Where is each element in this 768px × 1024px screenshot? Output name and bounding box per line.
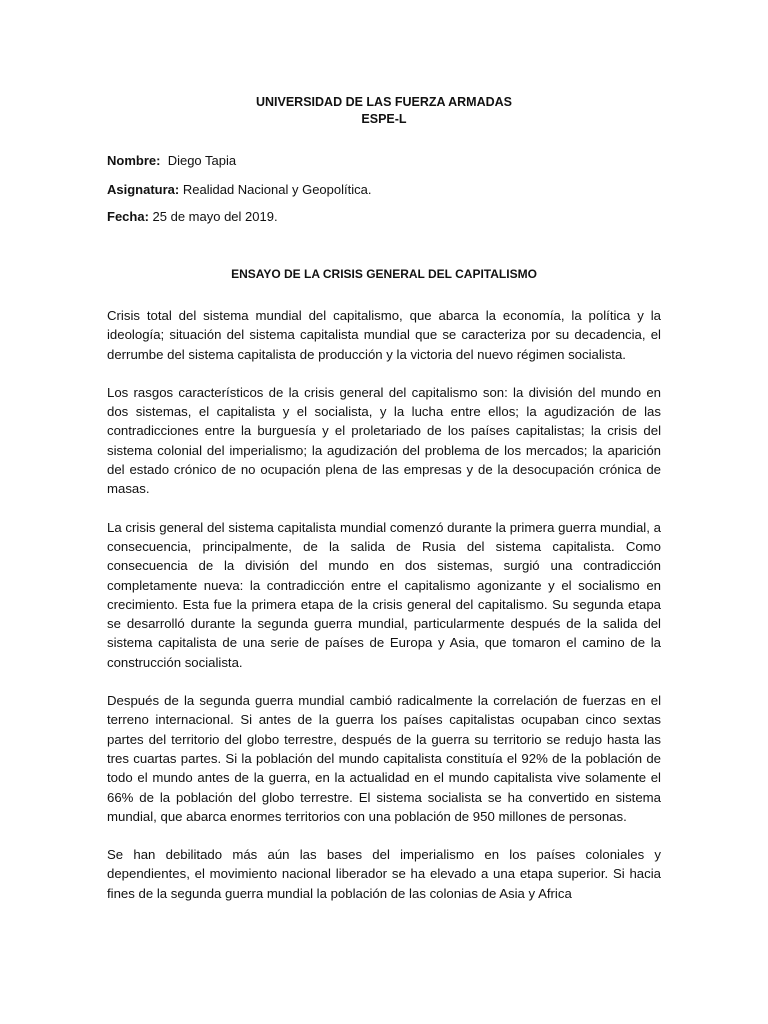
name-line [107,152,236,169]
name-label: Nombre: [107,153,161,168]
date-line [107,208,278,225]
subject-label: Asignatura: [107,182,180,197]
campus-name: ESPE-L [361,112,407,126]
paragraph-2: Los rasgos característicos de la crisis general del capitalismo son: la división del mundo en dos sistemas, el capitalista y el socialista, y la lucha entre ellos; la agudización de las contradicciones entre la burguesía y el proletariado de los países capitalistas; la crisis del sistema colonial del imperialismo; la agudización del problema de los mercados; la aparición del estado crónico de no ocupación plena de las empresas y de la desocupación crónica de masas. [107,384,661,497]
subject-line [107,181,371,198]
paragraph-3: La crisis general del sistema capitalista mundial comenzó durante la primera guerra mundial, a consecuencia, principalmente, de la salida de Rusia del sistema capitalista. Como consecuencia de la división del mundo en dos sistemas, surgió una contradicción completamente nueva: la contradicción entre el capitalismo agonizante y el socialismo en crecimiento. Esta fue la primera etapa de la crisis general del capitalismo. Su segunda etapa se desarrolló durante la segunda guerra mundial, particularmente después de la salida del sistema capitalista de una serie de países de Europa y Asia, que tomaron el camino de la construcción socialista. [107,519,661,670]
essay-title: ENSAYO DE LA CRISIS GENERAL DEL CAPITALISMO [231,267,537,281]
date-label: Fecha: [107,209,149,224]
university-header [0,94,768,128]
name-value: Diego Tapia [167,153,237,168]
essay-body [107,306,661,922]
paragraph-4: Después de la segunda guerra mundial cambió radicalmente la correlación de fuerzas en el terreno internacional. Si antes de la guerra los países capitalistas ocupaban cinco sextas partes del territorio del globo terrestre, después de la guerra su territorio se redujo hasta las tres cuartas partes. Si la población del mundo capitalista constituía el 92% de la población de todo el mundo antes de la guerra, en la actualidad en el mundo capitalista vive solamente el 66% de la población del globo terrestre. El sistema socialista se ha convertido en sistema mundial, que abarca enormes territorios con una población de 950 millones de personas. [107,693,661,824]
paragraph-1: Crisis total del sistema mundial del capitalismo, que abarca la economía, la política y la ideología; situación del sistema capitalista mundial que se caracteriza por su decadencia, el derrumbe del sistema capitalista de producción y la victoria del nuevo régimen socialista. [107,308,661,362]
university-name: UNIVERSIDAD DE LAS FUERZA ARMADAS [255,95,513,109]
subject-value: Realidad Nacional y Geopolítica. [182,182,372,197]
date-value: 25 de mayo del 2019. [152,209,278,224]
paragraph-5: Se han debilitado más aún las bases del imperialismo en los países coloniales y dependientes, el movimiento nacional liberador se ha elevado a una etapa superior. Si hacia fines de la segunda guerra mundial la población de las colonias de Asia y Africa [107,847,661,901]
